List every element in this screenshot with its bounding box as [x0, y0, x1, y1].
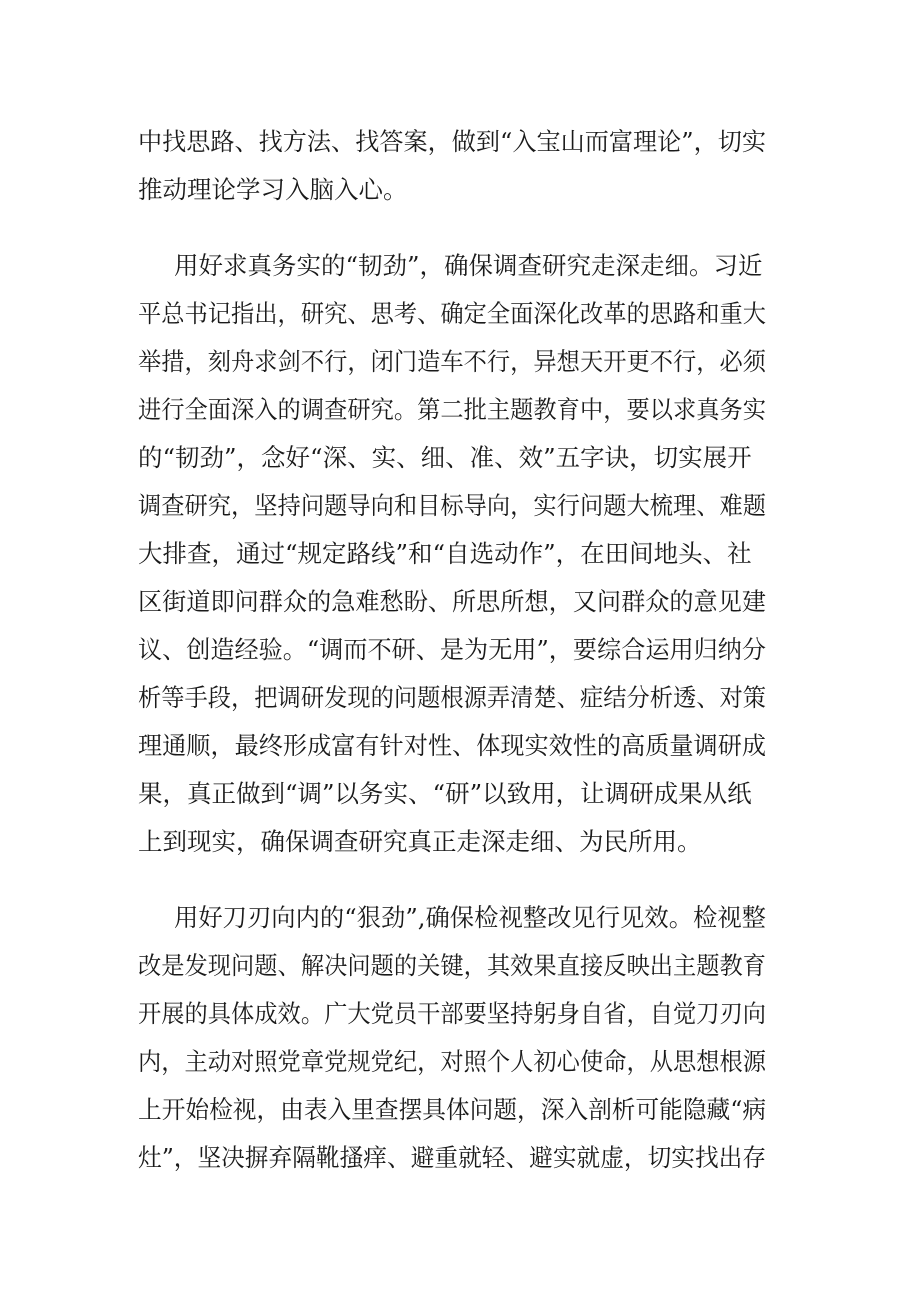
paragraph-line: 上到现实，确保调查研究真正走深走细、为民所用。	[138, 827, 702, 856]
paragraph-line: 平总书记指出，研究、思考、确定全面深化改革的思路和重大	[138, 299, 767, 328]
paragraph-line: 理通顺，最终形成富有针对性、体现实效性的高质量调研成	[138, 731, 767, 760]
paragraph-line: 区街道即问群众的急难愁盼、所思所想，又问群众的意见建	[138, 587, 767, 616]
paragraph-line: 中找思路、找方法、找答案，做到“入宝山而富理论”，切实	[138, 127, 766, 156]
paragraph-line: 析等手段，把调研发现的问题根源弄清楚、症结分析透、对策	[138, 683, 767, 712]
paragraph-line: 开展的具体成效。广大党员干部要坚持躬身自省，自觉刀刃向	[138, 999, 767, 1028]
paragraph-line: 推动理论学习入脑入心。	[138, 175, 408, 204]
paragraph-line: 上开始检视，由表入里查摆具体问题，深入剖析可能隐藏“病	[138, 1095, 767, 1124]
paragraph-line: 大排查，通过“规定路线”和“自选动作”，在田间地头、社	[138, 539, 752, 568]
paragraph-line: 改是发现问题、解决问题的关键，其效果直接反映出主题教育	[138, 951, 767, 980]
paragraph-line: 灶”，坚决摒弃隔靴搔痒、避重就轻、避实就虚，切实找出存	[138, 1143, 767, 1172]
paragraph-line: 用好刀刃向内的“狠劲”,确保检视整改见行见效。检视整	[174, 903, 766, 932]
paragraph-line: 进行全面深入的调查研究。第二批主题教育中，要以求真务实	[138, 395, 767, 424]
paragraph-line: 举措，刻舟求剑不行，闭门造车不行，异想天开更不行，必须	[138, 347, 767, 376]
paragraph-line: 内，主动对照党章党规党纪，对照个人初心使命，从思想根源	[138, 1047, 767, 1076]
paragraph-line: 议、创造经验。“调而不研、是为无用”，要综合运用归纳分	[138, 635, 766, 664]
paragraph-line: 果，真正做到“调”以务实、“研”以致用，让调研成果从纸	[138, 779, 752, 808]
paragraph-line: 调查研究，坚持问题导向和目标导向，实行问题大梳理、难题	[138, 491, 767, 520]
paragraph-line: 用好求真务实的“韧劲”，确保调查研究走深走细。习近	[174, 251, 763, 280]
paragraph-line: 的“韧劲”，念好“深、实、细、准、效”五字诀，切实展开	[138, 443, 752, 472]
